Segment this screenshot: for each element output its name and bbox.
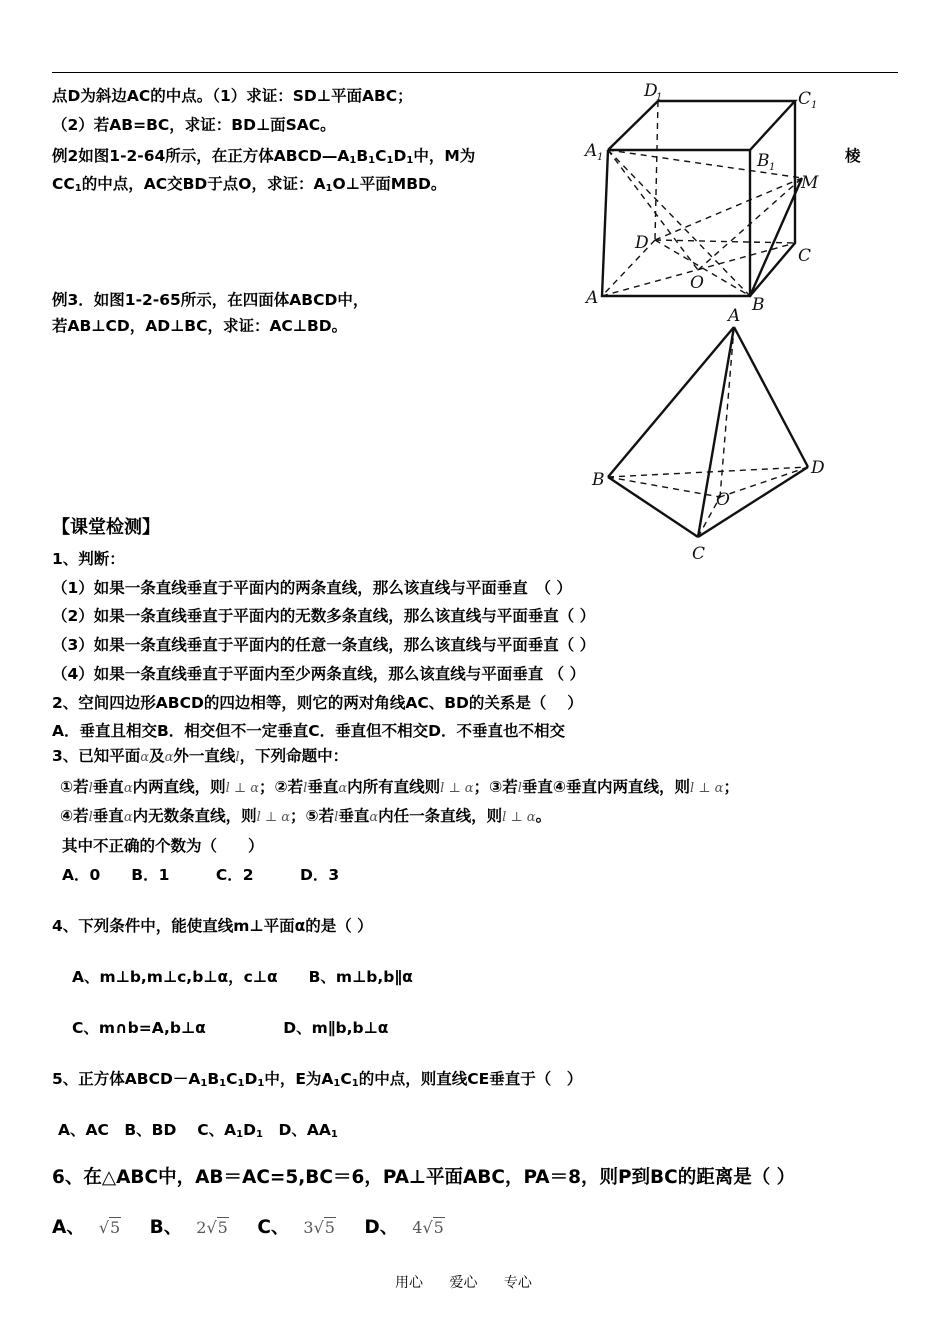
q1-item-4: （4）如果一条直线垂直于平面内至少两条直线，那么该直线与平面垂直 （ ） <box>52 665 586 683</box>
label-D: D <box>635 233 649 253</box>
label-A1: A <box>585 141 598 161</box>
q6-question: 6、在△ABC中，AB＝AC=5,BC＝6，PA⊥平面ABC，PA＝8，则P到BC的距离是（ ） <box>52 1167 796 1188</box>
svg-text:1: 1 <box>811 100 818 111</box>
q3-ask: 其中不正确的个数为（ ） <box>62 837 264 855</box>
example-3-line-1: 例3．如图1-2-65所示，在四面体ABCD中， <box>52 291 369 309</box>
q3-options: A．0 B．1 C．2 D．3 <box>62 866 340 884</box>
header-rule <box>52 72 898 73</box>
q4-options-cd: C、m∩b=A,b⊥α D、m∥b,b⊥α <box>72 1019 389 1037</box>
q3-line-1: ①若l垂直α内两直线，则l ⊥ α；②若l垂直α内所有直线则l ⊥ α；③若l垂直④垂直内两直线，则l ⊥ α； <box>60 778 739 796</box>
q6-options: A、 √5 B、 2√5 C、 3√5 D、 4√5 <box>52 1217 444 1238</box>
line-1: 点D为斜边AC的中点。（1）求证：SD⊥平面ABC； <box>52 87 413 105</box>
label-D: D <box>811 458 825 478</box>
q1-item-1: （1）如果一条直线垂直于平面内的两条直线，那么该直线与平面垂直 （ ） <box>52 579 572 597</box>
label-O: O <box>690 273 704 293</box>
q1-item-2: （2）如果一条直线垂直于平面内的无数多条直线，那么该直线与平面垂直（ ） <box>52 607 596 625</box>
q4-options-ab: A、m⊥b,m⊥c,b⊥α，c⊥α B、m⊥b,b∥α <box>72 968 413 986</box>
section-title: 【课堂检测】 <box>52 517 160 538</box>
q2-question: 2、空间四边形ABCD的四边相等，则它的两对角线AC、BD的关系是（ ） <box>52 694 583 712</box>
label-C1: C <box>798 89 812 109</box>
example-2-line-2: $CC_1$的中点，AC交BD于点O，求证：$A_1O\perp$平面MBD。 <box>52 175 447 194</box>
q1-item-3: （3）如果一条直线垂直于平面内的任意一条直线，那么该直线与平面垂直（ ） <box>52 636 596 654</box>
label-O: O <box>716 490 730 510</box>
label-B: B <box>592 470 605 490</box>
page-footer: 用心 爱心 专心 <box>395 1275 532 1291</box>
q3-question: 3、已知平面α及α外一直线l，下列命题中： <box>52 747 349 765</box>
label-B1: B <box>757 151 770 171</box>
svg-text:1: 1 <box>597 152 604 163</box>
line-2: （2）若AB=BC，求证：BD⊥面SAC。 <box>52 116 336 134</box>
side-char: 棱 <box>845 147 861 165</box>
label-A: A <box>728 306 741 326</box>
q3-line-2: ④若l垂直α内无数条直线，则l ⊥ α；⑤若l垂直α内任一条直线，则l ⊥ α。 <box>60 807 552 825</box>
label-C: C <box>798 246 812 266</box>
label-B: B <box>752 295 765 310</box>
svg-text:1: 1 <box>769 162 776 173</box>
example-3-line-2: 若AB⊥CD，AD⊥BC，求证：AC⊥BD。 <box>52 317 348 335</box>
q5-question: 5、正方体$ABCD-A_1B_1C_1D_1$中，E为$A_1C_1$的中点，则直线CE垂直于（ ） <box>52 1070 583 1089</box>
tetrahedron-figure <box>588 305 838 567</box>
q5-options: A、AC B、BD C、$A_1D_1$ D、$AA_1$ <box>58 1121 338 1140</box>
q2-options: A．垂直且相交B．相交但不一定垂直C．垂直但不相交D．不垂直也不相交 <box>52 722 566 740</box>
q1-title: 1、判断： <box>52 550 125 568</box>
cube-figure <box>580 78 850 310</box>
svg-text:1: 1 <box>656 92 663 103</box>
label-D1: D <box>644 81 658 101</box>
label-C: C <box>692 544 706 564</box>
label-M: M <box>801 173 819 193</box>
label-A: A <box>586 288 599 308</box>
q4-question: 4、下列条件中，能使直线m⊥平面α的是（ ） <box>52 917 373 935</box>
example-2-line-1: 例2如图1-2-64所示，在正方体$ABCD—A_1B_1C_1D_1$中，M为 <box>52 147 476 166</box>
